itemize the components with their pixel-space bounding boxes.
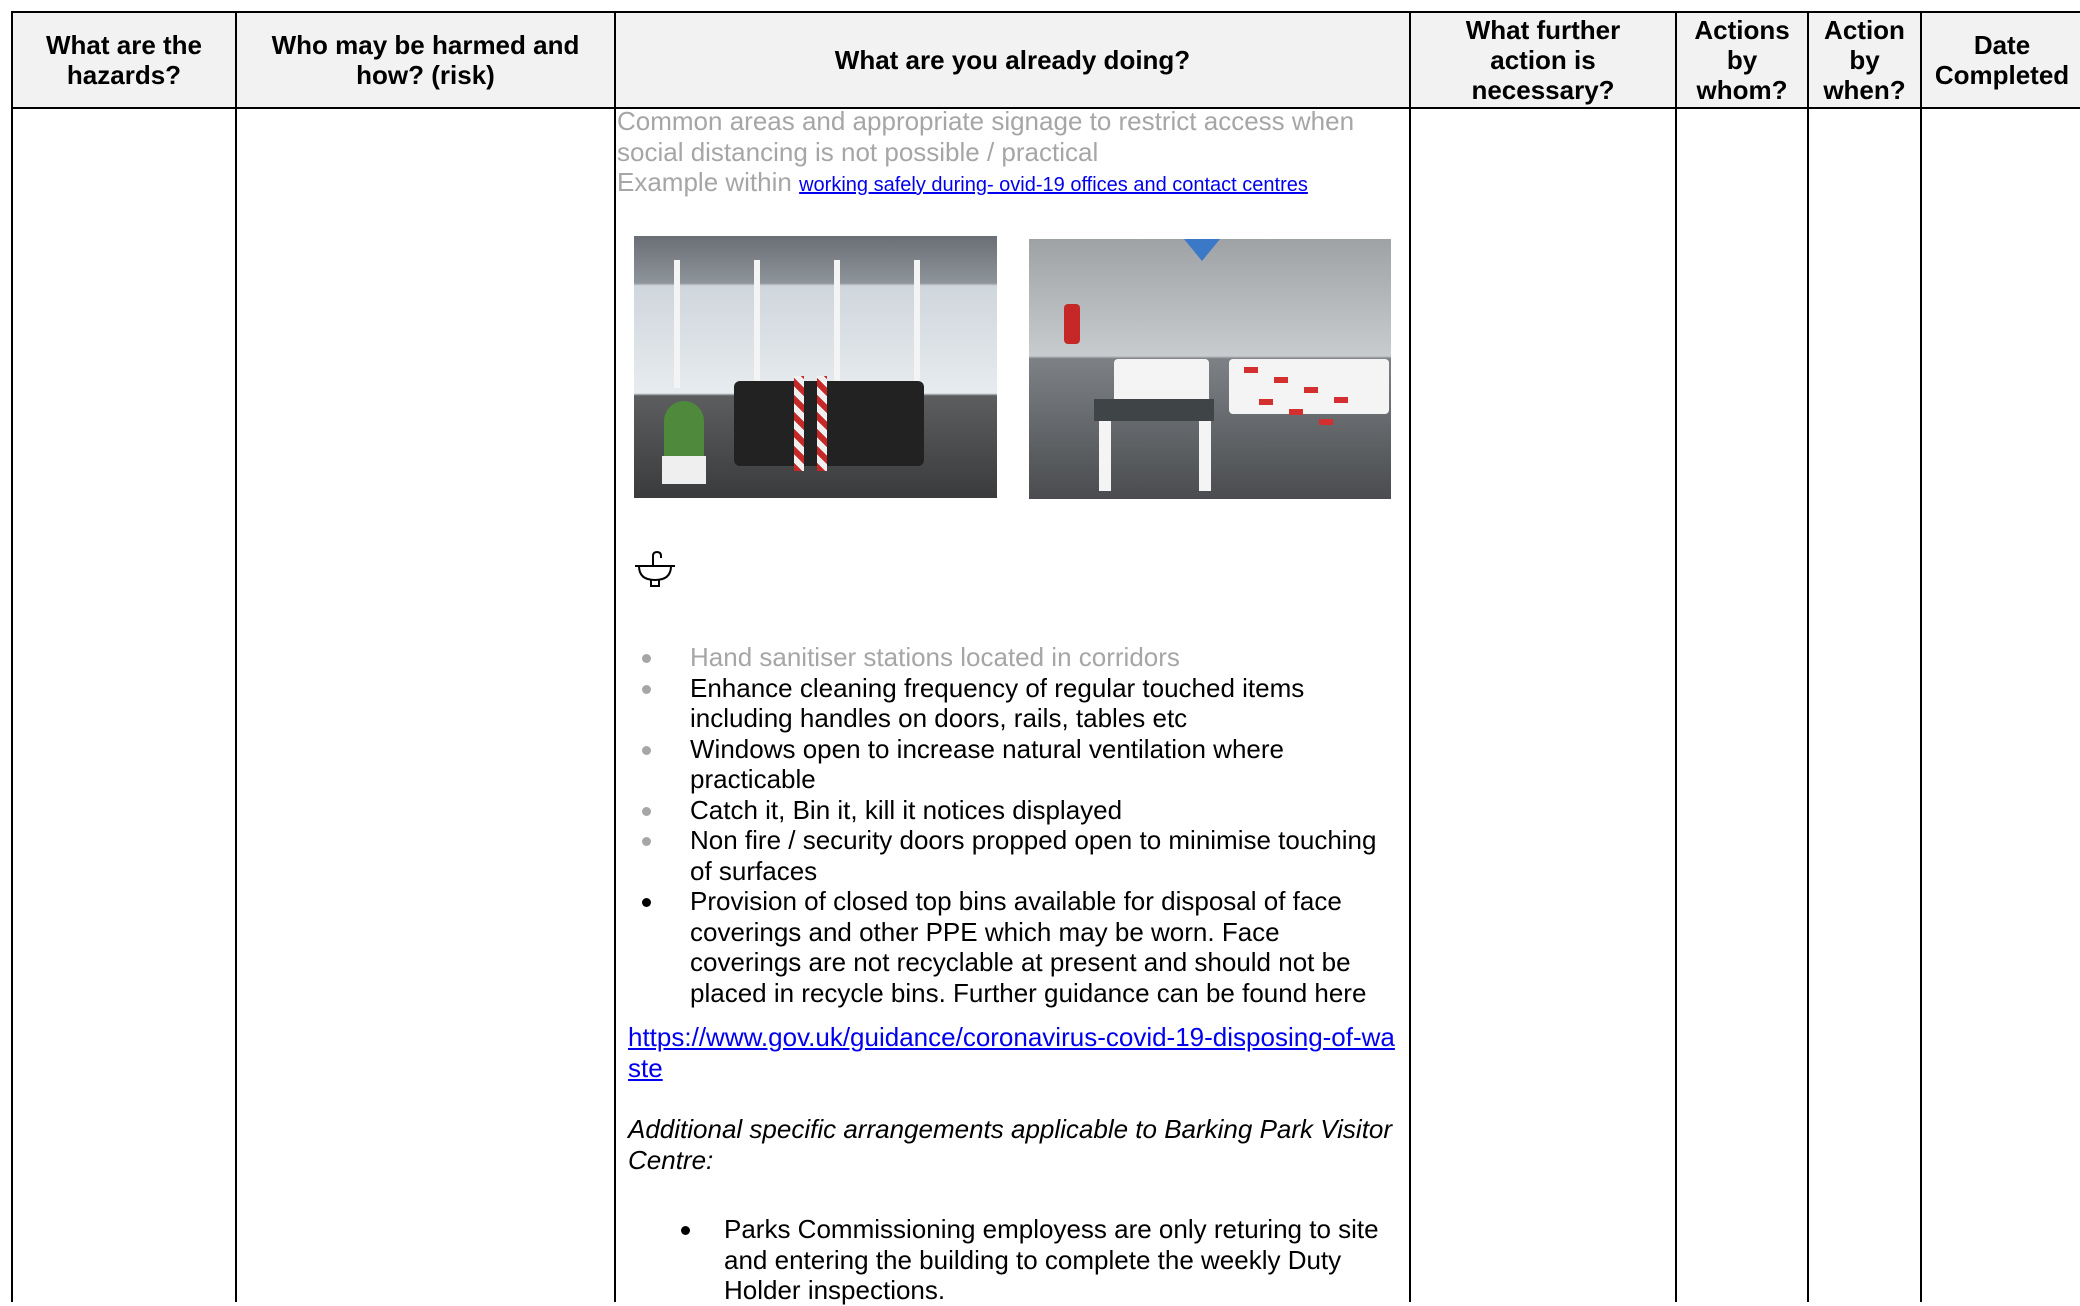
column-divider xyxy=(235,13,237,1302)
list-item: Enhance cleaning frequency of regular touched items including handles on doors, rails, tables etc xyxy=(617,673,1397,734)
intro-line-1: Common areas and appropriate signage to restrict access when xyxy=(617,106,1355,136)
header-who-harmed: Who may be harmed and how? (risk) xyxy=(271,30,580,90)
header-actions-by-whom: Actions by whom? xyxy=(1694,15,1790,105)
bullet-icon xyxy=(681,1226,690,1235)
bullet-icon xyxy=(642,898,651,907)
header-date-completed: Date Completed xyxy=(1934,30,2070,90)
waste-guidance-link[interactable]: https://www.gov.uk/guidance/coronavirus-covid-19-disposing-of-waste xyxy=(628,1022,1395,1083)
list-item: Parks Commissioning employess are only returing to site and entering the building to complete the weekly Duty Holder inspections. xyxy=(628,1214,1398,1306)
guidance-link-offices[interactable]: working safely during- ovid-19 offices and contact centres xyxy=(799,174,1308,196)
list-item: Windows open to increase natural ventilation where practicable xyxy=(617,734,1397,795)
already-doing-intro xyxy=(617,106,1397,201)
waiting-area-photo xyxy=(1029,239,1391,499)
list-item: Provision of closed top bins available for disposal of face coverings and other PPE which may be worn. Face coverings are not recyclable at present and should not be placed in recycle bins. Further guidance can be found here xyxy=(617,886,1397,1008)
header-already-doing: What are you already doing? xyxy=(834,45,1191,75)
control-measures-list xyxy=(617,642,1397,1008)
intro-line-2: social distancing is not possible / practical xyxy=(617,136,1099,167)
example-line xyxy=(617,167,1397,201)
bullet-icon xyxy=(642,837,651,846)
header-further-action: What further action is necessary? xyxy=(1465,15,1621,105)
bullet-icon xyxy=(642,807,651,816)
list-item: Non fire / security doors propped open to minimise touching of surfaces xyxy=(617,825,1397,886)
column-divider xyxy=(1920,13,1922,1302)
column-divider xyxy=(1675,13,1677,1302)
column-divider xyxy=(614,13,616,1302)
bullet-icon xyxy=(642,685,651,694)
example-prefix: Example within xyxy=(617,167,792,197)
header-hazards: What are the hazards? xyxy=(45,30,203,90)
list-item: Hand sanitiser stations located in corridors xyxy=(617,642,1397,673)
reception-seating-photo xyxy=(634,236,997,498)
column-divider xyxy=(1807,13,1809,1302)
bullet-icon xyxy=(642,654,651,663)
column-divider xyxy=(1409,13,1411,1302)
bullet-icon xyxy=(642,746,651,755)
sink-icon xyxy=(631,548,679,596)
header-action-by-when: Action by when? xyxy=(1823,15,1906,105)
list-item: Catch it, Bin it, kill it notices displayed xyxy=(617,795,1397,826)
additional-arrangements-heading: Additional specific arrangements applicable to Barking Park Visitor Centre: xyxy=(628,1114,1393,1175)
additional-arrangements-list xyxy=(628,1214,1398,1306)
